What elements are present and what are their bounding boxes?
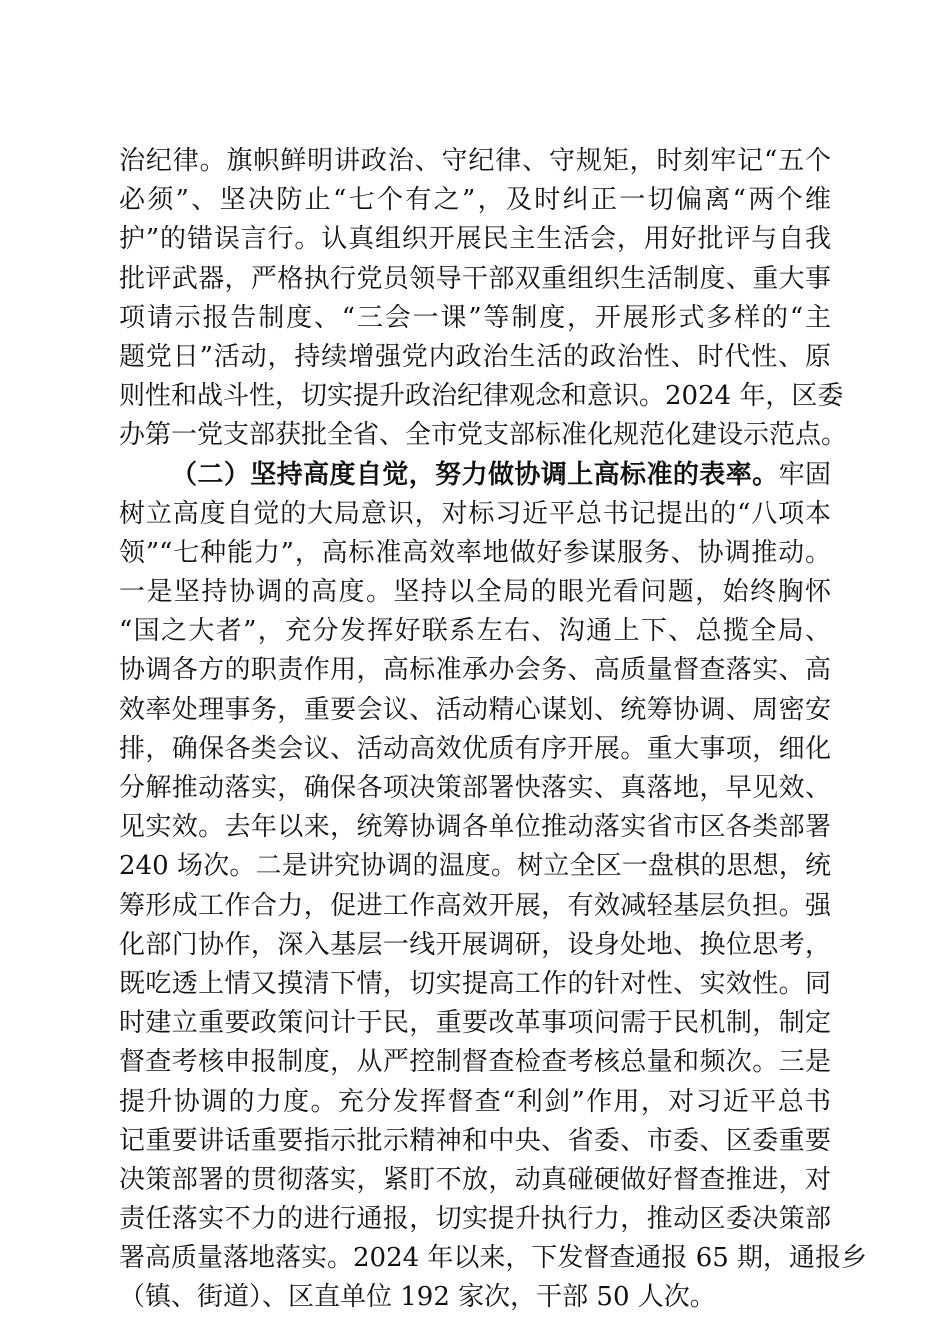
paragraph-line: 记重要讲话重要指示批示精神和中央、省委、市委、区委重要 [119,1125,831,1156]
paragraph-line: 筹形成工作合力，促进工作高效开展，有效减轻基层负担。强 [119,890,831,921]
paragraph-line: 领”“七种能力”，高标准高效率地做好参谋服务、协调推动。 [119,537,831,568]
paragraph-line: 则性和战斗性，切实提升政治纪律观念和意识。2024 年，区委 [119,381,844,412]
paragraph-line: 批评武器，严格执行党员领导干部双重组织生活制度、重大事 [119,263,831,294]
paragraph-line: 一是坚持协调的高度。坚持以全局的眼光看问题，始终胸怀 [119,577,831,608]
paragraph-line: 协调各方的职责作用，高标准承办会务、高质量督查落实、高 [119,655,831,686]
paragraph-line: 既吃透上情又摸清下情，切实提高工作的针对性、实效性。同 [119,968,831,999]
paragraph-line: 项请示报告制度、“三会一课”等制度，开展形式多样的“主 [119,302,831,333]
paragraph-line: 分解推动落实，确保各项决策部署快落实、真落地，早见效、 [119,773,831,803]
paragraph-line: 治纪律。旗帜鲜明讲政治、守纪律、守规矩，时刻牢记“五个 [119,146,831,176]
section-heading-line [119,456,831,495]
paragraph-line: 责任落实不力的进行通报，切实提升执行力，推动区委决策部 [119,1204,831,1235]
paragraph-line-start: 牢固 [778,459,831,490]
paragraph-line: 办第一党支部获批全省、全市党支部标准化规范化建设示范点。 [119,420,848,451]
paragraph-line: 督查考核申报制度，从严控制督查检查考核总量和频次。三是 [119,1047,831,1078]
paragraph-1 [119,142,848,456]
paragraph-line: 提升协调的力度。充分发挥督查“利剑”作用，对习近平总书 [119,1086,831,1117]
paragraph-line: 效率处理事务，重要会议、活动精心谋划、统筹协调、周密安 [119,694,831,725]
document-body [119,142,868,1318]
paragraph-line: 排，确保各类会议、活动高效优质有序开展。重大事项，细化 [119,733,831,764]
paragraph-line: （镇、街道）、区直单位 192 家次，干部 50 人次。 [119,1282,716,1313]
paragraph-line: 护”的错误言行。认真组织开展民主生活会，用好批评与自我 [119,224,831,255]
paragraph-line: 题党日”活动，持续增强党内政治生活的政治性、时代性、原 [119,341,831,372]
paragraph-line: 化部门协作，深入基层一线开展调研，设身处地、换位思考， [119,929,831,960]
section-heading: （二）坚持高度自觉，努力做协调上高标准的表率。 [171,459,779,490]
paragraph-line: 树立高度自觉的大局意识，对标习近平总书记提出的“八项本 [119,498,831,529]
paragraph-line: 时建立重要政策问计于民，重要改革事项问需于民机制，制定 [119,1008,831,1039]
paragraph-2 [119,456,868,1318]
paragraph-line: 见实效。去年以来，统筹协调各单位推动落实省市区各类部署 [119,812,831,843]
paragraph-line: 240 场次。二是讲究协调的温度。树立全区一盘棋的思想，统 [119,851,831,882]
paragraph-line: 必须”、坚决防止“七个有之”，及时纠正一切偏离“两个维 [119,185,831,216]
paragraph-line: 署高质量落地落实。2024 年以来，下发督查通报 65 期，通报乡 [119,1243,868,1274]
paragraph-line: 决策部署的贯彻落实，紧盯不放，动真碰硬做好督查推进，对 [119,1164,831,1195]
paragraph-line: “国之大者”，充分发挥好联系左右、沟通上下、总揽全局、 [119,616,831,647]
